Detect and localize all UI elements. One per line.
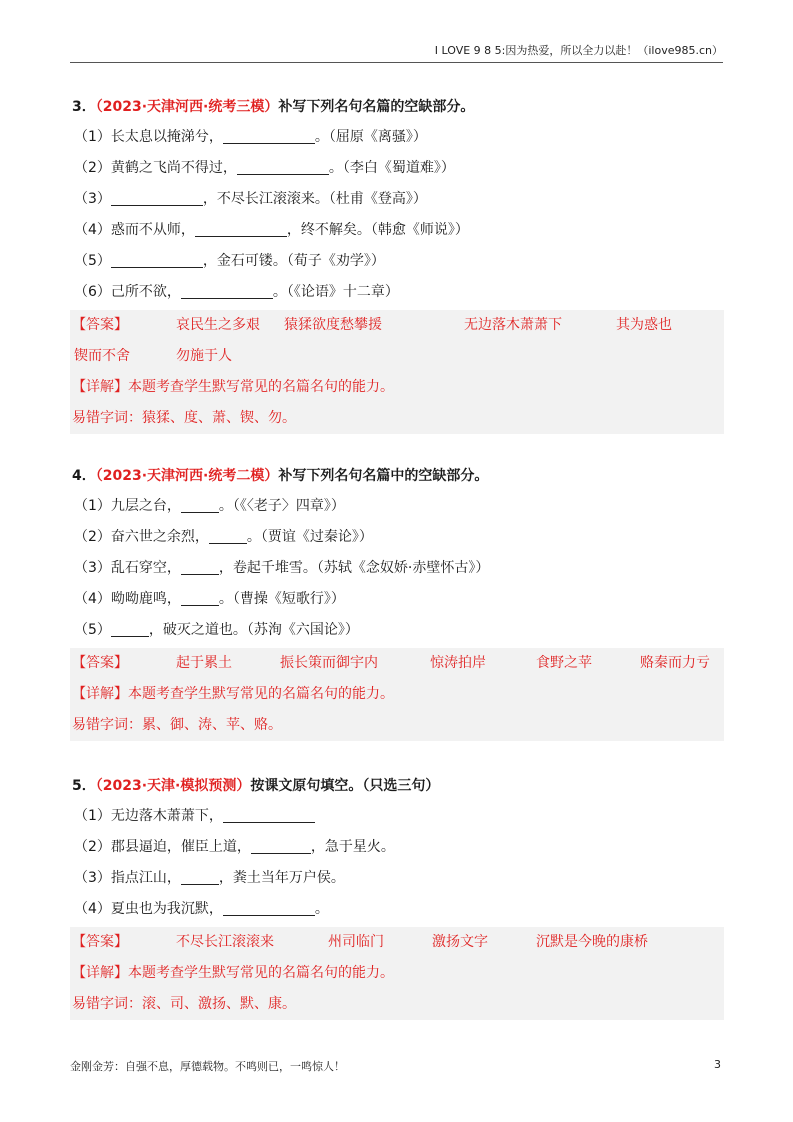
answer-item: 勿施于人 [176,348,232,364]
fill-item [70,615,724,646]
fill-item [70,277,724,308]
answer-item: 沉默是今晚的康桥 [536,934,648,950]
item-text: （1）九层之台， [74,498,181,514]
answer-item: 惊涛拍岸 [430,655,486,671]
answer-item: 其为惑也 [616,317,672,333]
question-number: 5． [72,778,96,794]
item-text: （5） [74,253,111,269]
item-text: （3） [74,191,111,207]
answer-row [72,648,722,679]
answer-item: 不尽长江滚滚来 [176,934,274,950]
item-text: （3）乱石穿空， [74,560,181,576]
question-prompt: 补写下列名句名篇中的空缺部分。 [278,468,489,484]
answer-blank[interactable] [111,189,203,206]
page-header [70,40,723,63]
answer-item: 州司临门 [328,934,384,950]
fill-item [70,184,724,215]
answer-blank[interactable] [111,620,149,637]
item-text: （4）呦呦鹿鸣， [74,591,181,607]
fill-item [70,832,724,863]
item-text: ，急于星火。 [310,839,395,855]
footer-motto: 金刚金芳：自强不息，厚德载物。不鸣则已，一鸣惊人！ [70,1060,345,1073]
item-text: （2）黄鹤之飞尚不得过， [74,160,237,176]
question-5 [70,771,724,1020]
answer-blank[interactable] [223,899,315,916]
question-prompt: 补写下列名句名篇的空缺部分。 [278,99,475,115]
answer-item: 猿猱欲度愁攀援 [284,317,382,333]
answer-label: 【答案】 [72,655,128,671]
item-text: ，终不解矣。（韩愈《师说》） [286,222,469,238]
detail-text: 本题考查学生默写常见的名篇名句的能力。 [128,686,394,702]
answer-blank[interactable] [251,837,311,854]
item-text: ，破灭之道也。（苏洵《六国论》） [148,622,359,638]
detail-label: 【详解】 [72,965,128,981]
item-text: ，粪土当年万户侯。 [218,870,345,886]
item-text: 。（屈原《离骚》） [314,129,427,145]
answer-blank[interactable] [223,806,315,823]
answer-item: 振长策而御宇内 [280,655,378,671]
detail-label: 【详解】 [72,686,128,702]
answer-row [72,341,722,372]
item-text: 。（李白《蜀道难》） [328,160,455,176]
answer-blank[interactable] [209,527,247,544]
item-text: 。 [314,901,329,917]
item-text: （6）己所不欲， [74,284,181,300]
item-text: ，金石可镂。（荀子《劝学》） [202,253,385,269]
page-number: 3 [714,1058,721,1071]
item-text: 。（《〈老子〉四章》） [218,498,345,514]
answer-item: 无边落木萧萧下 [464,317,562,333]
fill-item [70,801,724,832]
answer-label: 【答案】 [72,934,128,950]
error-words: 易错字词：累、御、涛、苹、赂。 [72,717,282,733]
item-text: 。（贾谊《过秦论》） [246,529,373,545]
item-text: 。（《论语》十二章） [272,284,399,300]
question-number: 4． [72,468,96,484]
fill-item [70,122,724,153]
answer-blank[interactable] [181,496,219,513]
error-words: 易错字词：猿猱、度、萧、锲、勿。 [72,410,296,426]
item-text: （1）长太息以掩涕兮， [74,129,223,145]
question-title [70,771,724,801]
fill-item [70,863,724,894]
answer-blank[interactable] [195,220,287,237]
question-source: （2023·天津河西·统考三模） [95,99,279,115]
fill-item [70,894,724,925]
question-number: 3． [72,99,96,115]
item-text: 。（曹操《短歌行》） [218,591,345,607]
detail-row [72,679,722,710]
fill-item [70,215,724,246]
answer-item: 锲而不舍 [74,348,130,364]
detail-row [72,958,722,989]
item-text: （5） [74,622,111,638]
question-title [70,92,724,122]
answer-label: 【答案】 [72,317,128,333]
error-words: 易错字词：滚、司、激扬、默、康。 [72,996,296,1012]
item-text: （2）郡县逼迫，催臣上道， [74,839,251,855]
item-text: ，卷起千堆雪。（苏轼《念奴娇·赤壁怀古》） [218,560,490,576]
item-text: （1）无边落木萧萧下， [74,808,223,824]
fill-item [70,246,724,277]
answer-blank[interactable] [181,282,273,299]
fill-item [70,491,724,522]
fill-item [70,553,724,584]
question-title [70,461,724,491]
answer-item: 哀民生之多艰 [176,317,260,333]
answer-box [70,648,724,741]
answer-item: 赂秦而力亏 [640,655,710,671]
header-text: I LOVE 9 8 5:因为热爱，所以全力以赴！（ilove985.cn） [434,44,723,57]
answer-box [70,927,724,1020]
question-prompt: 按课文原句填空。（只选三句） [250,778,440,794]
detail-label: 【详解】 [72,379,128,395]
question-source: （2023·天津河西·统考二模） [95,468,279,484]
answer-blank[interactable] [111,251,203,268]
question-3 [70,92,724,434]
detail-text: 本题考查学生默写常见的名篇名句的能力。 [128,965,394,981]
question-source: （2023·天津·模拟预测） [95,778,251,794]
answer-blank[interactable] [181,868,219,885]
item-text: （4）夏虫也为我沉默， [74,901,223,917]
answer-row [72,310,722,341]
fill-item [70,584,724,615]
item-text: ，不尽长江滚滚来。（杜甫《登高》） [202,191,427,207]
answer-row [72,927,722,958]
answer-blank[interactable] [181,558,219,575]
item-text: （2）奋六世之余烈， [74,529,209,545]
answer-blank[interactable] [223,127,315,144]
question-4 [70,461,724,741]
answer-item: 食野之苹 [536,655,592,671]
fill-item [70,153,724,184]
item-text: （4）惑而不从师， [74,222,195,238]
answer-blank[interactable] [181,589,219,606]
fill-item [70,522,724,553]
answer-box [70,310,724,434]
detail-row [72,372,722,403]
answer-item: 起于累土 [176,655,232,671]
answer-item: 激扬文字 [432,934,488,950]
detail-text: 本题考查学生默写常见的名篇名句的能力。 [128,379,394,395]
item-text: （3）指点江山， [74,870,181,886]
answer-blank[interactable] [237,158,329,175]
